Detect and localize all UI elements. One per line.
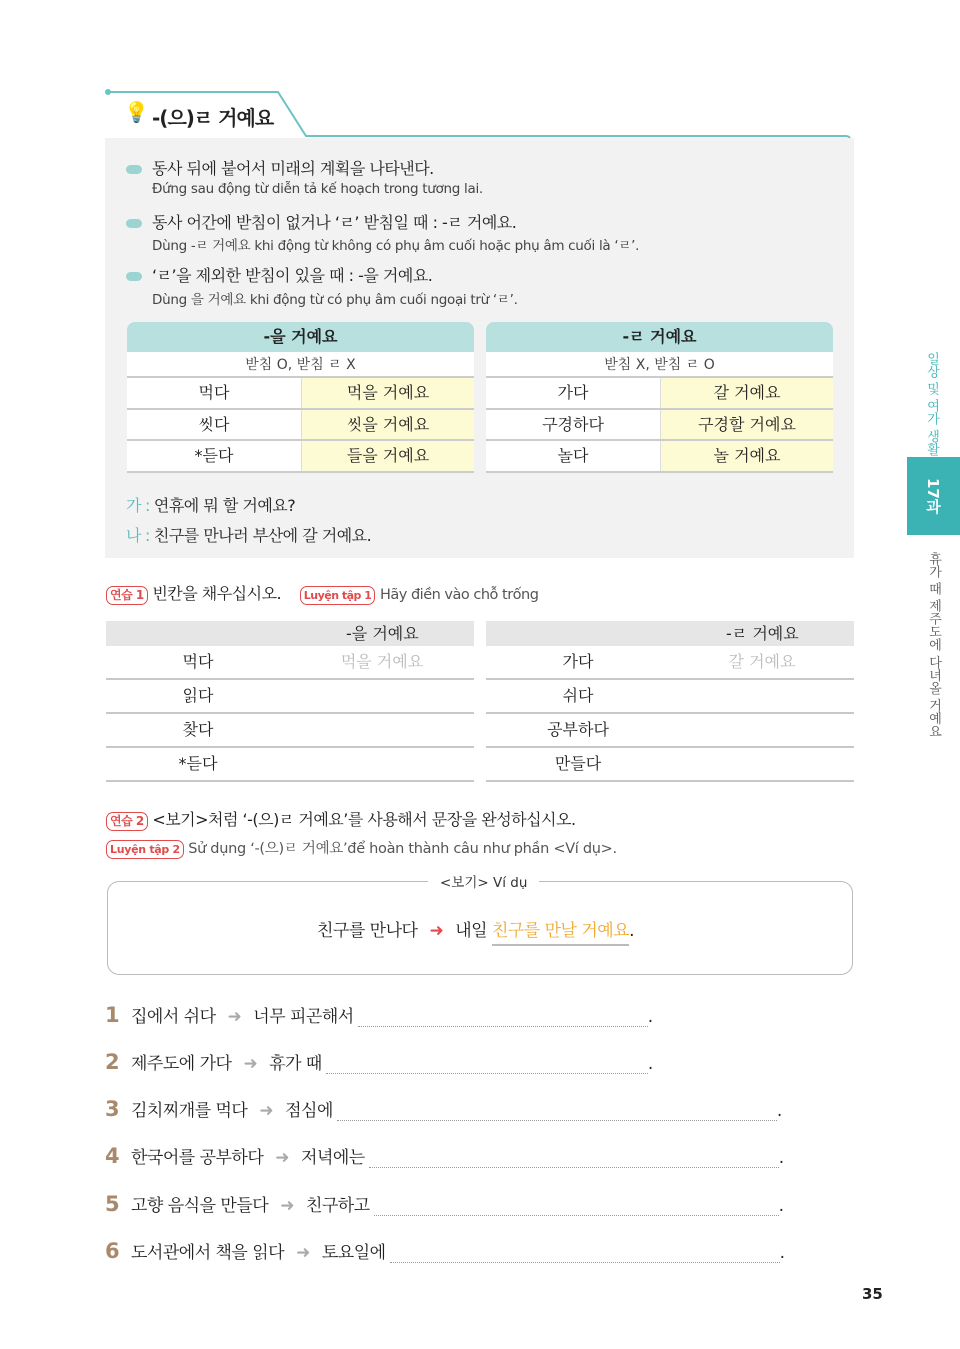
exercise1-table-l: -ㄹ 거예요 가다 갈 거예요 쉬다 공부하다 만들다 <box>486 621 854 782</box>
answer-blank[interactable] <box>670 748 854 780</box>
answer-blank[interactable] <box>670 680 854 712</box>
answer-line[interactable] <box>390 1243 780 1263</box>
grammar-table-l: -ㄹ 거예요 받침 X, 받침 ㄹ O 가다 갈 거예요 구경하다 구경할 거예요 놀다 놀 거예요 <box>486 322 833 473</box>
unit-group-label: 일상 및 여가 생활 <box>924 352 939 456</box>
bullet-translation: Dùng 을 거예요 khi động từ có phụ âm cuối ngoại trừ ‘ㄹ’. <box>152 292 518 308</box>
answer-line[interactable] <box>374 1196 779 1216</box>
exercise-item: 6 도서관에서 책을 읽다 ➜ 토요일에 . <box>105 1239 785 1263</box>
arrow-icon: ➜ <box>275 1148 290 1168</box>
answer-blank[interactable] <box>290 714 474 746</box>
example-label: <보기> Ví dụ <box>428 871 539 891</box>
lesson-tab[interactable]: 17과 <box>907 457 960 535</box>
exercise2-subheading: Luyện tập 2 Sử dụng ‘-(으)ㄹ 거예요’để hoàn thành câu như phần <Ví dụ>. <box>106 837 617 859</box>
bullet: 동사 어간에 받침이 없거나 ‘ㄹ’ 받침일 때 : -ㄹ 거예요. <box>126 210 516 233</box>
answer-blank[interactable] <box>670 714 854 746</box>
dialogue-line: 나 : 친구를 만나러 부산에 갈 거예요. <box>126 526 372 545</box>
bullet: ‘ㄹ’을 제외한 받침이 있을 때 : -을 거예요. <box>126 263 432 286</box>
arrow-icon: ➜ <box>259 1101 274 1121</box>
arrow-icon: ➜ <box>227 1007 242 1027</box>
grammar-title: -(으)ㄹ 거예요 <box>152 106 274 130</box>
arrow-icon: ➜ <box>280 1196 294 1216</box>
exercise-item: 5 고향 음식을 만들다 ➜ 친구하고 . <box>105 1192 784 1216</box>
exercise1-table-eul: -을 거예요 먹다 먹을 거예요 읽다 찾다 *듣다 <box>106 621 474 782</box>
exercise1-heading: 연습 1 빈칸을 채우십시오. Luyện tập 1 Hãy điền vào chỗ trống <box>106 581 538 605</box>
dialogue-line: 가 : 연휴에 뭐 할 거예요? <box>126 496 296 515</box>
arrow-icon: ➜ <box>429 921 444 941</box>
bullet: 동사 뒤에 붙어서 미래의 계획을 나타낸다. <box>126 156 434 179</box>
answer-line[interactable] <box>369 1148 779 1168</box>
bullet-translation: Đứng sau động từ diễn tả kế hoạch trong tương lai. <box>152 181 483 197</box>
page-number: 35 <box>862 1285 883 1303</box>
lesson-title: 휴가 때 제주도에 다녀올 거예요 <box>926 552 941 738</box>
arrow-icon: ➜ <box>243 1054 258 1074</box>
arrow-icon: ➜ <box>296 1243 310 1263</box>
answer-blank[interactable] <box>290 680 474 712</box>
exercise2-heading: 연습 2 <보기>처럼 ‘-(으)ㄹ 거예요’를 사용해서 문장을 완성하십시오. <box>106 807 576 831</box>
exercise-item: 1 집에서 쉬다 ➜ 너무 피곤해서 . <box>105 1003 653 1027</box>
bullet-translation: Dùng -ㄹ 거예요 khi động từ không có phụ âm cuối hoặc phụ âm cuối là ‘ㄹ’. <box>152 238 640 254</box>
lightbulb-icon: 💡 <box>124 100 149 124</box>
exercise-item: 4 한국어를 공부하다 ➜ 저녁에는 . <box>105 1144 784 1168</box>
grammar-table-eul: -을 거예요 받침 O, 받침 ㄹ X 먹다 먹을 거예요 씻다 씻을 거예요 *듣다 들을 거예요 <box>127 322 474 473</box>
exercise-item: 2 제주도에 가다 ➜ 휴가 때 . <box>105 1050 653 1074</box>
example-sentence: 친구를 만나다 ➜ 내일 친구를 만날 거예요. <box>317 916 634 941</box>
answer-line[interactable] <box>326 1054 648 1074</box>
answer-line[interactable] <box>337 1101 777 1121</box>
answer-blank[interactable] <box>290 748 474 780</box>
answer-line[interactable] <box>358 1007 648 1027</box>
exercise-item: 3 김치찌개를 먹다 ➜ 점심에 . <box>105 1097 782 1121</box>
